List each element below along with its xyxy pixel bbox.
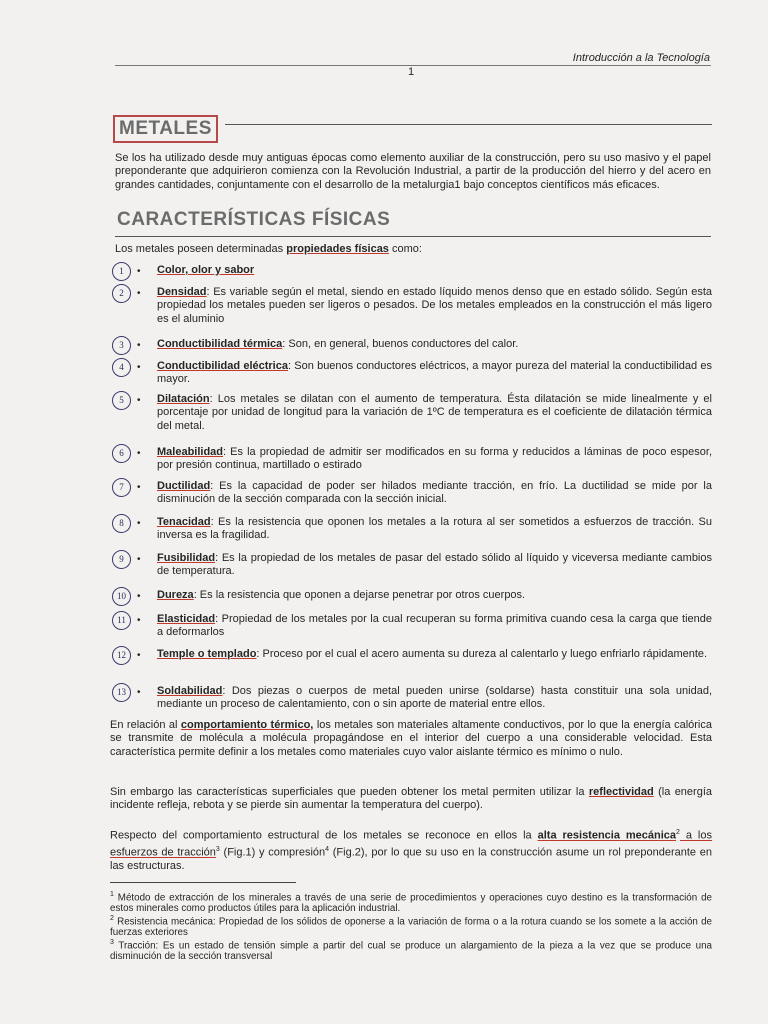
document-page: Introducción a la Tecnología 1 METALES Se los ha utilizado desde muy antiguas épocas como elemento auxiliar de la construcción, pero su uso masivo y el papel preponderante que adquirieron comienza con la Revolución Industrial, a partir de la producción del hierro y del acero en grandes cantidades, conjuntamente con el desarrollo de la metalurgia1 bajo conceptos científicos más eficaces. CARACTERÍSTICAS FÍSICAS Los metales poseen determinadas propiedades físicas como: 1 • Color, olor y sabor 2 • Densidad: Es variable según el metal, siendo en estado líquido menos denso que en estado sólido. Según esta propiedad los metales pueden ser ligeros o pesados. De los metales empleados en la construcción el más ligero es el aluminio 3 • Conductibilidad térmica: Son, en general, buenos conductores del calor. 4 • Conductibilidad eléctrica: Son buenos conductores eléctricos, a mayor pureza del material la conductibilidad es mayor. 5 • Dilatación: Los metales se dilatan con el aumento de temperatura. Ésta dilatación se mide linealmente y el porcentaje por unidad de longitud para la variación de 1ºC de temperatura es el coeficiente de dilatación térmica del metal. 6 • Maleabilidad: Es la propiedad de admitir ser modificados en su forma y reducidos a láminas de poco espesor, por presión continua, martillado o estirado 7 • Ductilidad: Es la capacidad de poder ser hilados mediante tracción, en frío. La ductilidad se mide por la disminución de la sección comparada con la sección inicial. 8 • Tenacidad: Es la resistencia que oponen los metales a la rotura al ser sometidos a esfuerzos de tracción. Su inversa es la fragilidad. 9 • Fusibilidad: Es la propiedad de los metales de pasar del estado sólido al líquido y viceversa mediante cambios de temperatura. 10 • Dureza: Es la resistencia que oponen a dejarse penetrar por otros cuerpos. 11 • Elasticidad: Propiedad de los metales por la cual recuperan su forma primitiva cuando cesa la carga que tiende a deformarlos 12 • Temple o templado: Proceso por el cual el acero aumenta su dureza al calentarlo y luego enfriarlo rápidamente. 13 • Soldabilidad: Dos piezas o cuerpos de metal pueden unirse (soldarse) hasta constituir una sola unidad, mediante un proceso de calentamiento, con o sin aporte de material entre ellos. En relación al comportamiento térmico, los metales son materiales altamente conductivos, por lo que la energía calórica se transmite de molécula a molécula propagándose en el interior del cuerpo a una considerable velocidad. Esta característica permite definir a los metales como materiales cuyo valor aislante térmico es mínimo o nulo. Sin embargo las características superficiales que pueden obtener los metal permiten utilizar la reflectividad (la energía incidente refleja, rebota y se pierde sin aumentar la temperatura del cuerpo). Respecto del comportamiento estructural de los metales se reconoce en ellos la alta resistencia mecánica$^2$ a los esfuerzos de tracción$^3$ (Fig.1) y compresión$^4$ (Fig.2), por lo que su uso en la construcción asume un rol preponderante en las estructuras. $^1$ Método de extracción de los minerales a través de una serie de procedimientos y operaciones cuyo destino es la transformación de estos minerales como productos útiles para la aplicación industrial. $^2$ Resistencia mecánica: Propiedad de los sólidos de oponerse a la variación de forma o a la rotura cuando se los somete a la acción de fuerzas exteriores $^3$ Tracción: Es un estado de tensión simple a partir del cual se produce un alargamiento de la pieza a la vez que se produce una disminución de la sección transversal — [0, 0, 768, 1024]
item-number: 2 — [112, 284, 131, 303]
lead-paragraph: Los metales poseen determinadas propiedades físicas como: — [115, 243, 422, 255]
item-number: 4 — [112, 358, 131, 377]
property-term: Dilatación — [157, 393, 210, 405]
property-term: Fusibilidad — [157, 552, 216, 564]
bullet-icon: • — [137, 554, 141, 565]
item-number: 13 — [112, 683, 131, 702]
property-term: Dureza — [157, 589, 194, 601]
footnote: $^1$ Método de extracción de los minerales a través de una serie de procedimientos y operaciones cuyo destino es la transformación de estos minerales como productos útiles para la aplicación industrial. — [110, 891, 712, 915]
bullet-icon: • — [137, 448, 141, 459]
bullet-icon: • — [137, 482, 141, 493]
section-rule — [225, 124, 712, 125]
thermal-paragraph: En relación al comportamiento térmico, los metales son materiales altamente conductivos, por lo que la energía calórica se transmite de molécula a molécula propagándose en el interior del cuerpo a una considerable velocidad. Esta característica permite definir a los metales como materiales cuyo valor aislante térmico es mínimo o nulo. — [110, 719, 712, 758]
property-term: Tenacidad — [157, 516, 211, 528]
property-term: Color, olor y sabor — [157, 264, 255, 276]
key-term: reflectividad — [588, 786, 654, 798]
property-term: Maleabilidad — [157, 446, 224, 458]
key-term: alta resistencia mecánica — [537, 829, 677, 842]
property-term: Densidad — [157, 286, 207, 298]
property-term: Conductibilidad eléctrica — [157, 360, 288, 372]
bullet-icon: • — [137, 266, 141, 277]
reflectivity-paragraph: Sin embargo las características superficiales que pueden obtener los metal permiten utilizar la reflectividad (la energía incidente refleja, rebota y se pierde sin aumentar la temperatura del cuerpo). — [110, 786, 713, 812]
property-term: Elasticidad — [157, 613, 216, 625]
bullet-icon: • — [137, 687, 141, 698]
key-term: comportamiento térmico, — [180, 719, 314, 731]
item-number: 3 — [112, 336, 131, 355]
item-number: 12 — [112, 646, 131, 665]
bullet-icon: • — [137, 362, 141, 373]
footnote: $^2$ Resistencia mecánica: Propiedad de los sólidos de oponerse a la variación de forma o a la rotura cuando se los somete a la acción de fuerzas exteriores — [110, 915, 712, 939]
bullet-icon: • — [137, 518, 141, 529]
structural-paragraph: Respecto del comportamiento estructural de los metales se reconoce en ellos la alta resistencia mecánica$^2$ a los esfuerzos de tracción$^3$ (Fig.1) y compresión$^4$ (Fig.2), por lo que su uso en la construcción asume un rol preponderante en las estructuras. — [110, 829, 713, 873]
key-term: propiedades físicas — [286, 243, 389, 255]
section-title-metales: METALES — [113, 115, 218, 143]
bullet-icon: • — [137, 340, 141, 351]
item-number: 10 — [112, 587, 131, 606]
bullet-icon: • — [137, 650, 141, 661]
intro-paragraph: Se los ha utilizado desde muy antiguas épocas como elemento auxiliar de la construcción, pero su uso masivo y el papel preponderante que adquirieron comienza con la Revolución Industrial, a partir de la producción del hierro y del acero en grandes cantidades, conjuntamente con el desarrollo de la metalurgia1 bajo conceptos científicos más eficaces. — [115, 152, 711, 191]
item-number: 7 — [112, 478, 131, 497]
property-term: Temple o templado — [157, 648, 257, 660]
section-title-caracteristicas: CARACTERÍSTICAS FÍSICAS — [117, 209, 391, 230]
bullet-icon: • — [137, 615, 141, 626]
bullet-icon: • — [137, 395, 141, 406]
item-number: 6 — [112, 444, 131, 463]
item-number: 5 — [112, 391, 131, 410]
property-term: Ductilidad — [157, 480, 211, 492]
property-term: Soldabilidad — [157, 685, 223, 697]
section-rule — [115, 236, 711, 237]
item-number: 9 — [112, 550, 131, 569]
footnote-rule — [110, 882, 296, 883]
page-number: 1 — [408, 66, 415, 78]
bullet-icon: • — [137, 591, 141, 602]
item-number: 11 — [112, 611, 131, 630]
item-number: 1 — [112, 262, 131, 281]
property-term: Conductibilidad térmica — [157, 338, 283, 350]
footnote: $^3$ Tracción: Es un estado de tensión simple a partir del cual se produce un alargamiento de la pieza a la vez que se produce una disminución de la sección transversal — [110, 939, 712, 963]
running-header: Introducción a la Tecnología — [572, 52, 710, 64]
bullet-icon: • — [137, 288, 141, 299]
item-number: 8 — [112, 514, 131, 533]
